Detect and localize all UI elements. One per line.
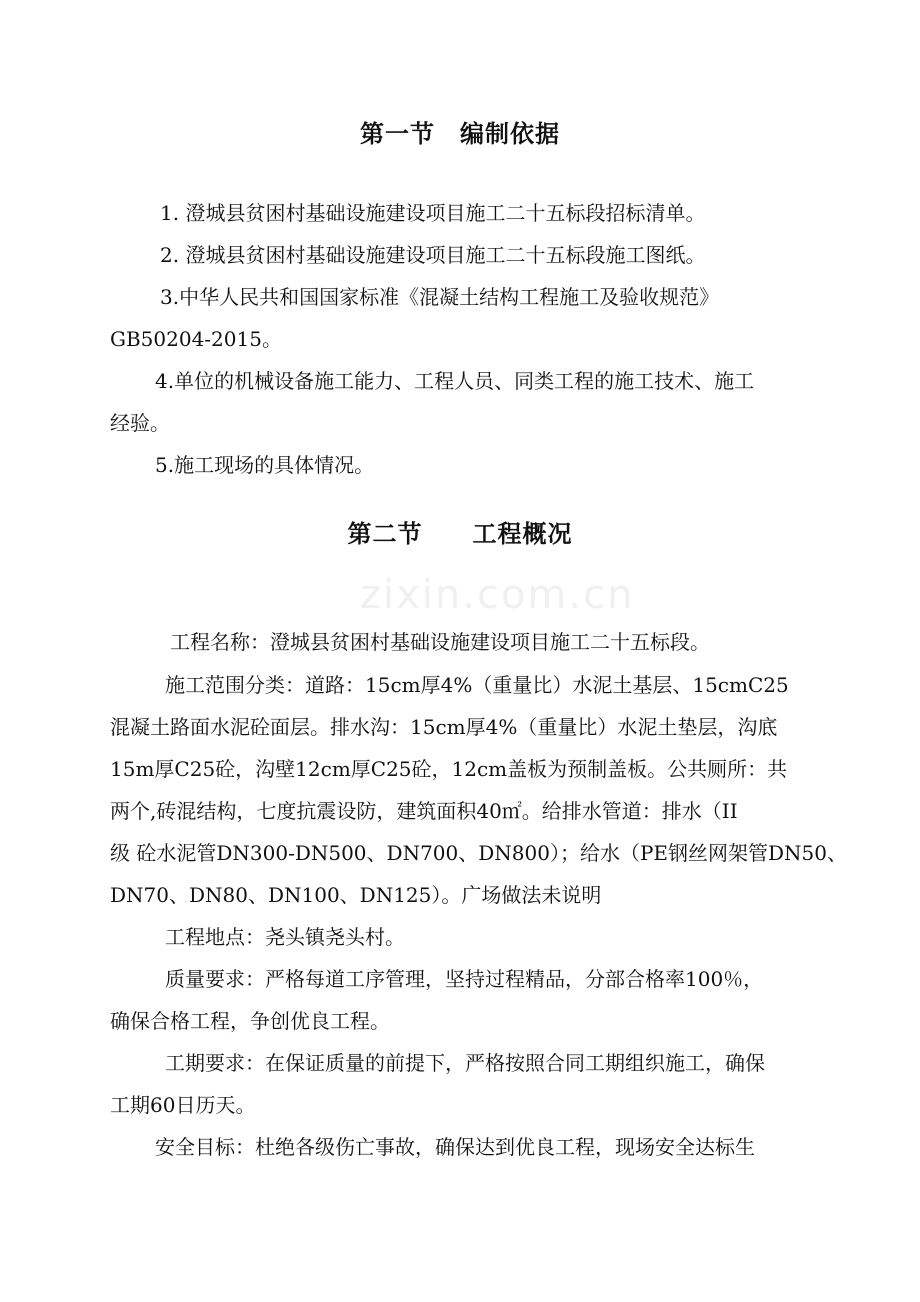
safety-line-1: 安全目标：杜绝各级伤亡事故，确保达到优良工程，现场安全达标生 <box>155 1135 755 1159</box>
scope-line-2: 混凝土路面水泥砼面层。排水沟：15cm厚4%（重量比）水泥土垫层，沟底 <box>110 715 778 739</box>
project-location: 工程地点：尧头镇尧头村。 <box>165 925 405 949</box>
scope-line-3: 15m厚C25砼，沟壁12cm厚C25砼，12cm盖板为预制盖板。公共厕所：共 <box>110 757 788 781</box>
scope-line-4: 两个,砖混结构，七度抗震设防，建筑面积40㎡。给排水管道：排水（II <box>110 799 738 823</box>
basis-item-4-cont: 经验。 <box>110 411 170 435</box>
project-name: 工程名称：澄城县贫困村基础设施建设项目施工二十五标段。 <box>170 630 710 654</box>
basis-item-1: 1. 澄城县贫困村基础设施建设项目施工二十五标段招标清单。 <box>160 201 706 225</box>
basis-item-5: 5.施工现场的具体情况。 <box>155 453 375 477</box>
section1-title: 第一节 编制依据 <box>360 120 560 148</box>
basis-item-3: 3.中华人民共和国国家标准《混凝土结构工程施工及验收规范》 <box>160 285 720 309</box>
schedule-line-2: 工期60日历天。 <box>110 1093 256 1117</box>
quality-line-1: 质量要求：严格每道工序管理，坚持过程精品，分部合格率100％， <box>165 967 764 991</box>
scope-line-1: 施工范围分类：道路：15cm厚4%（重量比）水泥土基层、15cmC25 <box>165 673 789 697</box>
basis-item-2: 2. 澄城县贫困村基础设施建设项目施工二十五标段施工图纸。 <box>160 243 706 267</box>
schedule-line-1: 工期要求：在保证质量的前提下，严格按照合同工期组织施工，确保 <box>165 1051 765 1075</box>
scope-line-6: DN70、DN80、DN100、DN125）。广场做法未说明 <box>110 883 602 907</box>
basis-item-4: 4.单位的机械设备施工能力、工程人员、同类工程的施工技术、施工 <box>155 369 755 393</box>
section2-title: 第二节 工程概况 <box>347 520 573 548</box>
watermark: zixin.com.cn <box>360 572 635 618</box>
basis-item-3-cont: GB50204-2015。 <box>110 327 282 351</box>
scope-line-5: 级 砼水泥管DN300-DN500、DN700、DN800）；给水（PE钢丝网架管DN50、 <box>110 841 847 865</box>
quality-line-2: 确保合格工程，争创优良工程。 <box>110 1009 390 1033</box>
